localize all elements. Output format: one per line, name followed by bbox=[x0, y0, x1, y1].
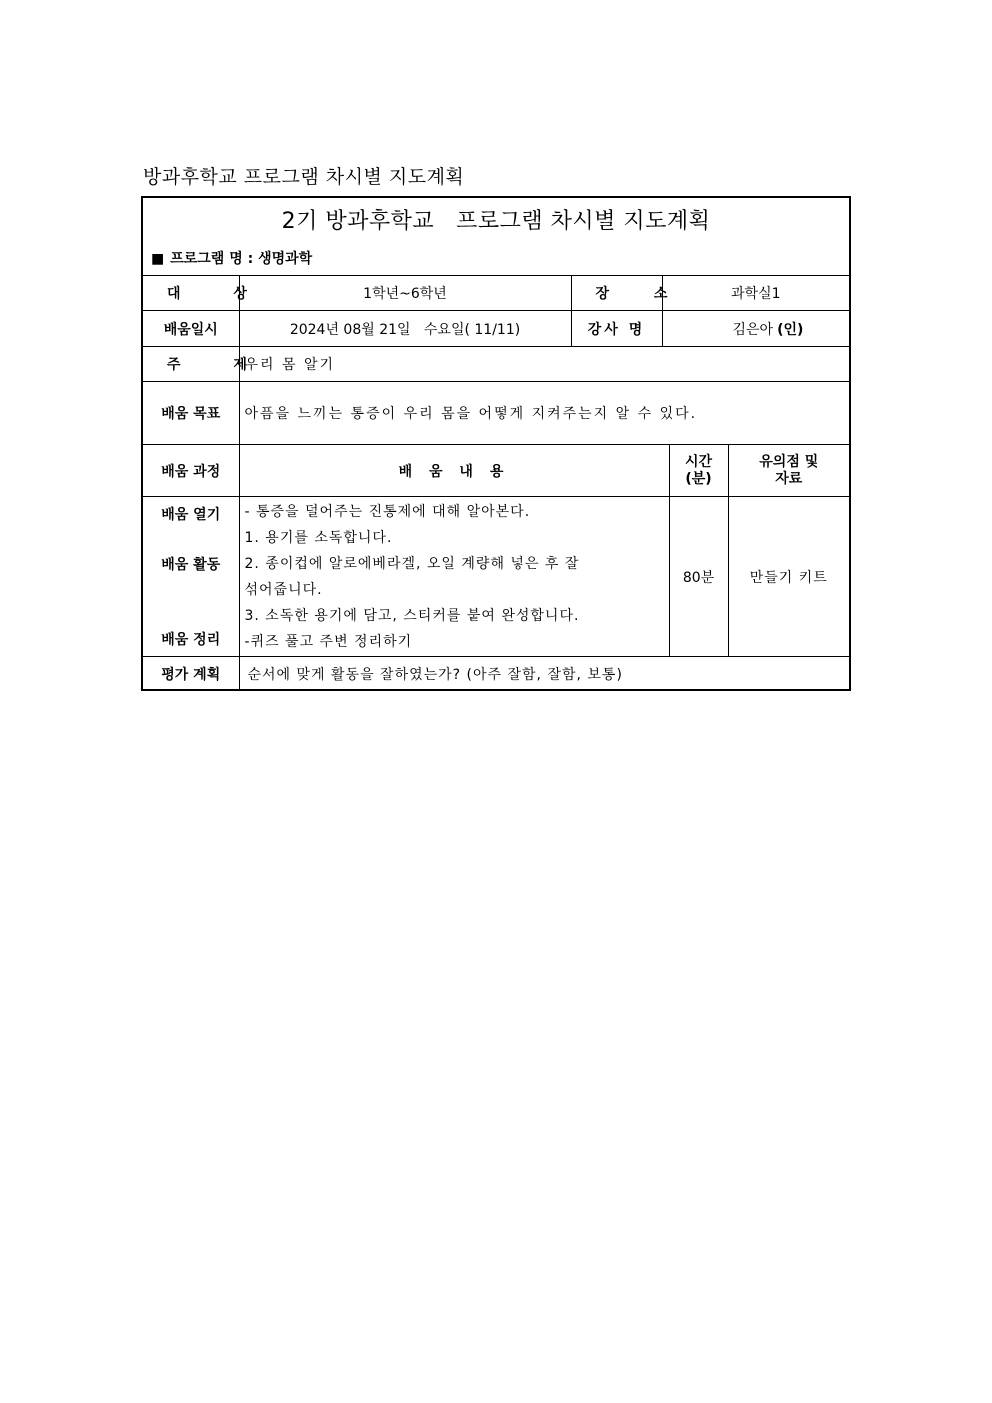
table-row bbox=[143, 347, 849, 382]
target-value: 1학년~6학년 bbox=[239, 276, 571, 311]
time-header-line2: (분) bbox=[685, 470, 712, 487]
notes-header-line1: 유의점 및 bbox=[759, 453, 819, 470]
evaluation-label: 평가 계획 bbox=[143, 657, 239, 691]
content-header: 배 움 내 용 bbox=[239, 445, 669, 497]
notes-header bbox=[728, 445, 849, 497]
date-value: 2024년 08월 21일 수요일( 11/11) bbox=[239, 311, 571, 347]
list-item: 2. 종이컵에 알로에베라겔, 오일 계량해 넣은 후 잘 bbox=[244, 556, 580, 572]
time-value: 80분 bbox=[669, 497, 728, 657]
content-cell bbox=[239, 497, 669, 657]
instructor-seal: (인) bbox=[777, 321, 804, 338]
step-close-label: 배움 정리 bbox=[161, 631, 221, 648]
table-row bbox=[143, 276, 849, 311]
place-value: 과학실1 bbox=[662, 276, 849, 311]
step-open-label: 배움 열기 bbox=[161, 506, 221, 523]
instructor-name: 김은아 bbox=[732, 321, 774, 338]
list-item: 3. 소독한 용기에 담고, 스티커를 붙여 완성합니다. bbox=[244, 608, 580, 624]
list-item: 1. 용기를 소독합니다. bbox=[244, 530, 393, 546]
target-label: 대 상 bbox=[143, 276, 239, 311]
topic-label: 주 제 bbox=[143, 347, 239, 382]
plan-title bbox=[143, 204, 849, 235]
program-name-line bbox=[151, 248, 312, 268]
table-row bbox=[143, 311, 849, 347]
time-header bbox=[669, 445, 728, 497]
black-square-icon: ■ bbox=[151, 251, 165, 267]
time-header-line1: 시간 bbox=[684, 453, 713, 470]
activity-list bbox=[240, 497, 669, 655]
date-label: 배움일시 bbox=[143, 311, 239, 347]
instructor-label: 강사 명 bbox=[571, 311, 662, 347]
lesson-plan-box bbox=[141, 196, 851, 691]
instructor-cell bbox=[662, 311, 849, 347]
table-row bbox=[143, 657, 849, 691]
materials-value: 만들기 키트 bbox=[728, 497, 849, 657]
table-row bbox=[143, 382, 849, 445]
list-item: 섞어줍니다. bbox=[244, 582, 323, 598]
goal-label: 배움 목표 bbox=[143, 382, 239, 445]
place-label: 장 소 bbox=[571, 276, 662, 311]
list-item: -퀴즈 풀고 주변 정리하기 bbox=[244, 634, 413, 650]
list-item: - 통증을 덜어주는 진통제에 대해 알아본다. bbox=[244, 504, 531, 520]
topic-value: 우리 몸 알기 bbox=[239, 347, 849, 382]
step-activity-label: 배움 활동 bbox=[161, 556, 221, 573]
table-row bbox=[143, 497, 849, 657]
goal-value: 아픔을 느끼는 통증이 우리 몸을 어떻게 지켜주는지 알 수 있다. bbox=[239, 382, 849, 445]
lesson-plan-table bbox=[143, 275, 849, 691]
program-name: 프로그램 명 : 생명과학 bbox=[170, 251, 313, 267]
plan-title-part1: 2기 방과후학교 bbox=[281, 209, 435, 234]
table-row bbox=[143, 445, 849, 497]
plan-title-part2: 프로그램 차시별 지도계획 bbox=[456, 209, 711, 234]
steps-cell bbox=[143, 497, 239, 657]
document-heading: 방과후학교 프로그램 차시별 지도계획 bbox=[143, 166, 465, 188]
process-label: 배움 과정 bbox=[143, 445, 239, 497]
notes-header-line2: 자료 bbox=[775, 470, 803, 487]
evaluation-value: 순서에 맞게 활동을 잘하였는가? (아주 잘함, 잘함, 보통) bbox=[239, 657, 849, 691]
